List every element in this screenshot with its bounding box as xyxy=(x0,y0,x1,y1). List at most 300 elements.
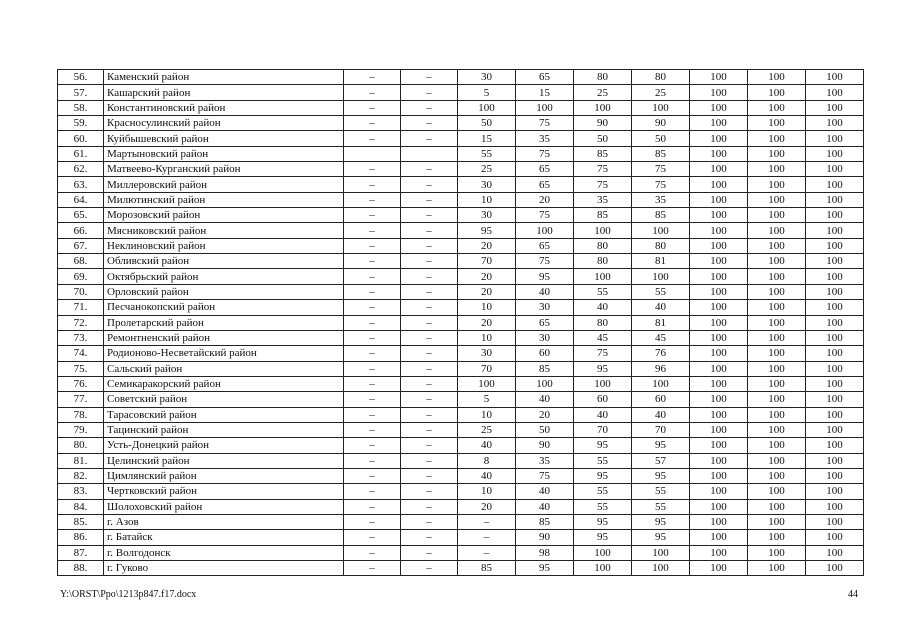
value-cell: 100 xyxy=(806,300,864,315)
value-cell: – xyxy=(401,238,458,253)
table-row xyxy=(58,162,864,177)
value-cell: 100 xyxy=(690,192,748,207)
district-name-cell: Октябрьский район xyxy=(104,269,344,284)
value-cell: 100 xyxy=(748,407,806,422)
table-row xyxy=(58,177,864,192)
table-row xyxy=(58,238,864,253)
value-cell: 100 xyxy=(748,330,806,345)
district-name-cell: Морозовский район xyxy=(104,208,344,223)
table-row xyxy=(58,85,864,100)
value-cell: 85 xyxy=(516,514,574,529)
value-cell: 90 xyxy=(516,438,574,453)
value-cell: – xyxy=(401,514,458,529)
value-cell: 100 xyxy=(748,376,806,391)
value-cell: 100 xyxy=(690,499,748,514)
value-cell: 100 xyxy=(806,407,864,422)
table-row xyxy=(58,499,864,514)
value-cell: 95 xyxy=(574,361,632,376)
value-cell: 75 xyxy=(516,254,574,269)
value-cell: 100 xyxy=(748,146,806,161)
table-row xyxy=(58,192,864,207)
value-cell: 95 xyxy=(516,561,574,576)
table-row xyxy=(58,361,864,376)
value-cell: – xyxy=(344,208,401,223)
table-row xyxy=(58,70,864,85)
row-number-cell: 66. xyxy=(58,223,104,238)
value-cell: 100 xyxy=(458,376,516,391)
value-cell: 95 xyxy=(458,223,516,238)
district-name-cell: г. Волгодонск xyxy=(104,545,344,560)
value-cell: 85 xyxy=(574,208,632,223)
value-cell: 100 xyxy=(574,223,632,238)
row-number-cell: 56. xyxy=(58,70,104,85)
value-cell: 20 xyxy=(458,269,516,284)
row-number-cell: 84. xyxy=(58,499,104,514)
value-cell: 100 xyxy=(690,254,748,269)
value-cell: 100 xyxy=(632,376,690,391)
value-cell: 25 xyxy=(458,422,516,437)
value-cell: – xyxy=(344,269,401,284)
value-cell: 95 xyxy=(574,514,632,529)
value-cell: 55 xyxy=(574,499,632,514)
value-cell: 85 xyxy=(632,208,690,223)
value-cell: 40 xyxy=(574,300,632,315)
file-path-footer: Y:\ORST\Ppo\1213p847.f17.docx xyxy=(60,589,197,600)
row-number-cell: 69. xyxy=(58,269,104,284)
value-cell: 25 xyxy=(574,85,632,100)
value-cell: – xyxy=(344,330,401,345)
value-cell: 8 xyxy=(458,453,516,468)
table-row xyxy=(58,468,864,483)
value-cell: 10 xyxy=(458,484,516,499)
value-cell: 100 xyxy=(748,162,806,177)
value-cell: 5 xyxy=(458,392,516,407)
value-cell: 40 xyxy=(516,484,574,499)
row-number-cell: 58. xyxy=(58,100,104,115)
district-name-cell: Родионово-Несветайский район xyxy=(104,346,344,361)
value-cell: 100 xyxy=(806,284,864,299)
value-cell: 100 xyxy=(690,361,748,376)
value-cell: 20 xyxy=(458,315,516,330)
value-cell: 95 xyxy=(574,438,632,453)
value-cell: 100 xyxy=(806,208,864,223)
row-number-cell: 88. xyxy=(58,561,104,576)
row-number-cell: 62. xyxy=(58,162,104,177)
value-cell: 100 xyxy=(806,116,864,131)
value-cell: 100 xyxy=(748,254,806,269)
value-cell: – xyxy=(401,269,458,284)
table-row xyxy=(58,116,864,131)
value-cell: 65 xyxy=(516,238,574,253)
value-cell: 75 xyxy=(516,468,574,483)
district-name-cell: Каменский район xyxy=(104,70,344,85)
value-cell: 100 xyxy=(748,514,806,529)
value-cell: 40 xyxy=(516,499,574,514)
value-cell: 20 xyxy=(458,238,516,253)
value-cell: 75 xyxy=(632,162,690,177)
value-cell: – xyxy=(344,438,401,453)
row-number-cell: 64. xyxy=(58,192,104,207)
district-name-cell: Советский район xyxy=(104,392,344,407)
value-cell: – xyxy=(458,545,516,560)
value-cell: 100 xyxy=(632,269,690,284)
district-name-cell: Целинский район xyxy=(104,453,344,468)
value-cell: 40 xyxy=(458,468,516,483)
value-cell: 100 xyxy=(690,407,748,422)
value-cell: – xyxy=(344,392,401,407)
value-cell: – xyxy=(344,284,401,299)
value-cell: 40 xyxy=(516,392,574,407)
value-cell: – xyxy=(401,100,458,115)
value-cell: 100 xyxy=(806,100,864,115)
value-cell: 85 xyxy=(458,561,516,576)
value-cell: 100 xyxy=(690,484,748,499)
value-cell: – xyxy=(344,70,401,85)
value-cell: 40 xyxy=(516,284,574,299)
value-cell: 100 xyxy=(690,330,748,345)
value-cell: – xyxy=(401,284,458,299)
district-name-cell: Мартыновский район xyxy=(104,146,344,161)
value-cell: 100 xyxy=(806,162,864,177)
value-cell: – xyxy=(344,315,401,330)
value-cell: 45 xyxy=(632,330,690,345)
value-cell: – xyxy=(344,376,401,391)
value-cell: 100 xyxy=(690,100,748,115)
value-cell: 100 xyxy=(690,284,748,299)
value-cell: 100 xyxy=(690,238,748,253)
table-row xyxy=(58,422,864,437)
value-cell: 100 xyxy=(690,116,748,131)
value-cell: 100 xyxy=(806,330,864,345)
value-cell: – xyxy=(344,131,401,146)
district-name-cell: Семикаракорский район xyxy=(104,376,344,391)
value-cell: 100 xyxy=(748,85,806,100)
row-number-cell: 68. xyxy=(58,254,104,269)
value-cell: 55 xyxy=(632,284,690,299)
value-cell: 76 xyxy=(632,346,690,361)
value-cell: – xyxy=(401,453,458,468)
value-cell: 98 xyxy=(516,545,574,560)
value-cell: 55 xyxy=(632,484,690,499)
value-cell: 95 xyxy=(632,468,690,483)
value-cell: 20 xyxy=(516,192,574,207)
value-cell: 100 xyxy=(690,346,748,361)
value-cell: – xyxy=(344,238,401,253)
value-cell: – xyxy=(401,315,458,330)
value-cell: – xyxy=(401,392,458,407)
table-row xyxy=(58,346,864,361)
table-row xyxy=(58,530,864,545)
value-cell: – xyxy=(344,499,401,514)
value-cell: 100 xyxy=(690,392,748,407)
value-cell: – xyxy=(458,530,516,545)
value-cell: 85 xyxy=(516,361,574,376)
value-cell: 55 xyxy=(574,284,632,299)
table-row xyxy=(58,561,864,576)
value-cell: 100 xyxy=(748,208,806,223)
value-cell: 100 xyxy=(748,269,806,284)
value-cell: – xyxy=(401,300,458,315)
value-cell: 85 xyxy=(632,146,690,161)
value-cell: 100 xyxy=(806,422,864,437)
value-cell: 30 xyxy=(458,70,516,85)
district-name-cell: Тарасовский район xyxy=(104,407,344,422)
value-cell: 10 xyxy=(458,300,516,315)
value-cell: 75 xyxy=(632,177,690,192)
value-cell: – xyxy=(401,407,458,422)
row-number-cell: 72. xyxy=(58,315,104,330)
value-cell: 100 xyxy=(748,315,806,330)
value-cell: – xyxy=(344,530,401,545)
value-cell: 100 xyxy=(690,453,748,468)
value-cell: 100 xyxy=(748,484,806,499)
value-cell: – xyxy=(401,192,458,207)
value-cell xyxy=(344,146,401,161)
value-cell: 81 xyxy=(632,315,690,330)
district-name-cell: Тацинский район xyxy=(104,422,344,437)
value-cell: 100 xyxy=(806,361,864,376)
value-cell: 35 xyxy=(516,453,574,468)
row-number-cell: 60. xyxy=(58,131,104,146)
value-cell: 100 xyxy=(748,392,806,407)
value-cell: 100 xyxy=(748,453,806,468)
value-cell: 55 xyxy=(458,146,516,161)
value-cell: – xyxy=(344,192,401,207)
value-cell: 100 xyxy=(690,545,748,560)
table-row xyxy=(58,315,864,330)
value-cell: 65 xyxy=(516,315,574,330)
data-table xyxy=(57,69,864,576)
value-cell: 35 xyxy=(516,131,574,146)
value-cell: – xyxy=(344,545,401,560)
value-cell: 100 xyxy=(806,177,864,192)
value-cell: – xyxy=(401,85,458,100)
row-number-cell: 81. xyxy=(58,453,104,468)
value-cell: 57 xyxy=(632,453,690,468)
row-number-cell: 75. xyxy=(58,361,104,376)
table-body xyxy=(58,70,864,576)
value-cell: 40 xyxy=(458,438,516,453)
row-number-cell: 80. xyxy=(58,438,104,453)
value-cell: 95 xyxy=(516,269,574,284)
value-cell: 75 xyxy=(516,116,574,131)
row-number-cell: 76. xyxy=(58,376,104,391)
value-cell: – xyxy=(401,438,458,453)
value-cell: 100 xyxy=(690,438,748,453)
value-cell: 100 xyxy=(806,70,864,85)
value-cell: – xyxy=(401,361,458,376)
value-cell: 100 xyxy=(690,300,748,315)
value-cell: 20 xyxy=(458,499,516,514)
district-name-cell: Орловский район xyxy=(104,284,344,299)
value-cell: – xyxy=(401,530,458,545)
value-cell: 60 xyxy=(516,346,574,361)
value-cell: 100 xyxy=(806,530,864,545)
table-row xyxy=(58,407,864,422)
table-row xyxy=(58,438,864,453)
district-name-cell: г. Батайск xyxy=(104,530,344,545)
value-cell: 65 xyxy=(516,70,574,85)
value-cell: 45 xyxy=(574,330,632,345)
value-cell: 10 xyxy=(458,192,516,207)
value-cell: 95 xyxy=(632,514,690,529)
row-number-cell: 74. xyxy=(58,346,104,361)
value-cell: 50 xyxy=(574,131,632,146)
value-cell: – xyxy=(344,407,401,422)
table-row xyxy=(58,484,864,499)
value-cell: 100 xyxy=(806,254,864,269)
value-cell: 60 xyxy=(632,392,690,407)
value-cell: 100 xyxy=(806,561,864,576)
value-cell: 100 xyxy=(806,269,864,284)
value-cell: 5 xyxy=(458,85,516,100)
value-cell: 100 xyxy=(748,131,806,146)
value-cell: 100 xyxy=(574,561,632,576)
table-row xyxy=(58,545,864,560)
value-cell: 15 xyxy=(458,131,516,146)
value-cell: 100 xyxy=(748,300,806,315)
value-cell: 30 xyxy=(458,208,516,223)
value-cell: 100 xyxy=(574,100,632,115)
table-row xyxy=(58,146,864,161)
value-cell: 100 xyxy=(806,192,864,207)
value-cell: 100 xyxy=(806,453,864,468)
value-cell: 100 xyxy=(748,561,806,576)
value-cell: – xyxy=(344,346,401,361)
value-cell: 20 xyxy=(458,284,516,299)
table-row xyxy=(58,254,864,269)
value-cell: 100 xyxy=(574,545,632,560)
value-cell: – xyxy=(344,116,401,131)
value-cell: 100 xyxy=(806,484,864,499)
value-cell: 100 xyxy=(748,346,806,361)
value-cell: – xyxy=(344,422,401,437)
table-row xyxy=(58,284,864,299)
value-cell: 50 xyxy=(516,422,574,437)
table-row xyxy=(58,330,864,345)
value-cell: 100 xyxy=(690,146,748,161)
value-cell: 35 xyxy=(574,192,632,207)
value-cell: 95 xyxy=(632,438,690,453)
district-name-cell: Матвеево-Курганский район xyxy=(104,162,344,177)
value-cell: – xyxy=(344,484,401,499)
value-cell: 30 xyxy=(516,330,574,345)
district-name-cell: Цимлянский район xyxy=(104,468,344,483)
table-row xyxy=(58,453,864,468)
value-cell: 40 xyxy=(632,300,690,315)
value-cell: – xyxy=(401,561,458,576)
value-cell: 50 xyxy=(632,131,690,146)
value-cell: 85 xyxy=(574,146,632,161)
value-cell: – xyxy=(401,484,458,499)
district-name-cell: Обливский район xyxy=(104,254,344,269)
row-number-cell: 63. xyxy=(58,177,104,192)
district-name-cell: Шолоховский район xyxy=(104,499,344,514)
value-cell: 70 xyxy=(574,422,632,437)
value-cell: 100 xyxy=(690,208,748,223)
row-number-cell: 77. xyxy=(58,392,104,407)
value-cell: – xyxy=(401,468,458,483)
table-row xyxy=(58,300,864,315)
value-cell xyxy=(401,146,458,161)
value-cell: 70 xyxy=(458,254,516,269)
value-cell: 55 xyxy=(574,453,632,468)
value-cell: 35 xyxy=(632,192,690,207)
row-number-cell: 61. xyxy=(58,146,104,161)
value-cell: – xyxy=(344,561,401,576)
value-cell: 100 xyxy=(748,192,806,207)
value-cell: 100 xyxy=(690,530,748,545)
value-cell: 100 xyxy=(690,422,748,437)
value-cell: 100 xyxy=(806,376,864,391)
table-row xyxy=(58,514,864,529)
district-name-cell: Красносулинский район xyxy=(104,116,344,131)
value-cell: 100 xyxy=(806,545,864,560)
row-number-cell: 71. xyxy=(58,300,104,315)
value-cell: 100 xyxy=(632,545,690,560)
value-cell: 80 xyxy=(632,70,690,85)
value-cell: – xyxy=(401,346,458,361)
row-number-cell: 59. xyxy=(58,116,104,131)
value-cell: 100 xyxy=(690,223,748,238)
value-cell: 50 xyxy=(458,116,516,131)
row-number-cell: 82. xyxy=(58,468,104,483)
value-cell: 100 xyxy=(632,561,690,576)
value-cell: 100 xyxy=(748,499,806,514)
district-name-cell: г. Азов xyxy=(104,514,344,529)
table-row xyxy=(58,208,864,223)
row-number-cell: 70. xyxy=(58,284,104,299)
value-cell: 25 xyxy=(458,162,516,177)
value-cell: – xyxy=(344,361,401,376)
value-cell: 80 xyxy=(574,315,632,330)
district-name-cell: Чертковский район xyxy=(104,484,344,499)
value-cell: 100 xyxy=(748,284,806,299)
value-cell: 95 xyxy=(574,530,632,545)
row-number-cell: 79. xyxy=(58,422,104,437)
value-cell: 100 xyxy=(806,499,864,514)
value-cell: 40 xyxy=(574,407,632,422)
value-cell: 81 xyxy=(632,254,690,269)
value-cell: – xyxy=(401,208,458,223)
value-cell: 80 xyxy=(574,70,632,85)
value-cell: 100 xyxy=(632,100,690,115)
value-cell: 100 xyxy=(458,100,516,115)
value-cell: 100 xyxy=(806,514,864,529)
value-cell: 100 xyxy=(516,376,574,391)
table-row xyxy=(58,269,864,284)
value-cell: 100 xyxy=(748,238,806,253)
value-cell: – xyxy=(401,223,458,238)
value-cell: 80 xyxy=(574,238,632,253)
value-cell: 100 xyxy=(748,361,806,376)
value-cell: 70 xyxy=(632,422,690,437)
value-cell: 75 xyxy=(574,162,632,177)
value-cell: – xyxy=(344,100,401,115)
table-row xyxy=(58,376,864,391)
value-cell: 40 xyxy=(632,407,690,422)
value-cell: 100 xyxy=(690,70,748,85)
value-cell: – xyxy=(344,223,401,238)
row-number-cell: 57. xyxy=(58,85,104,100)
value-cell: – xyxy=(344,514,401,529)
table-row xyxy=(58,131,864,146)
value-cell: 100 xyxy=(748,116,806,131)
district-name-cell: Мясниковский район xyxy=(104,223,344,238)
value-cell: 100 xyxy=(748,177,806,192)
value-cell: – xyxy=(401,177,458,192)
value-cell: 100 xyxy=(748,530,806,545)
